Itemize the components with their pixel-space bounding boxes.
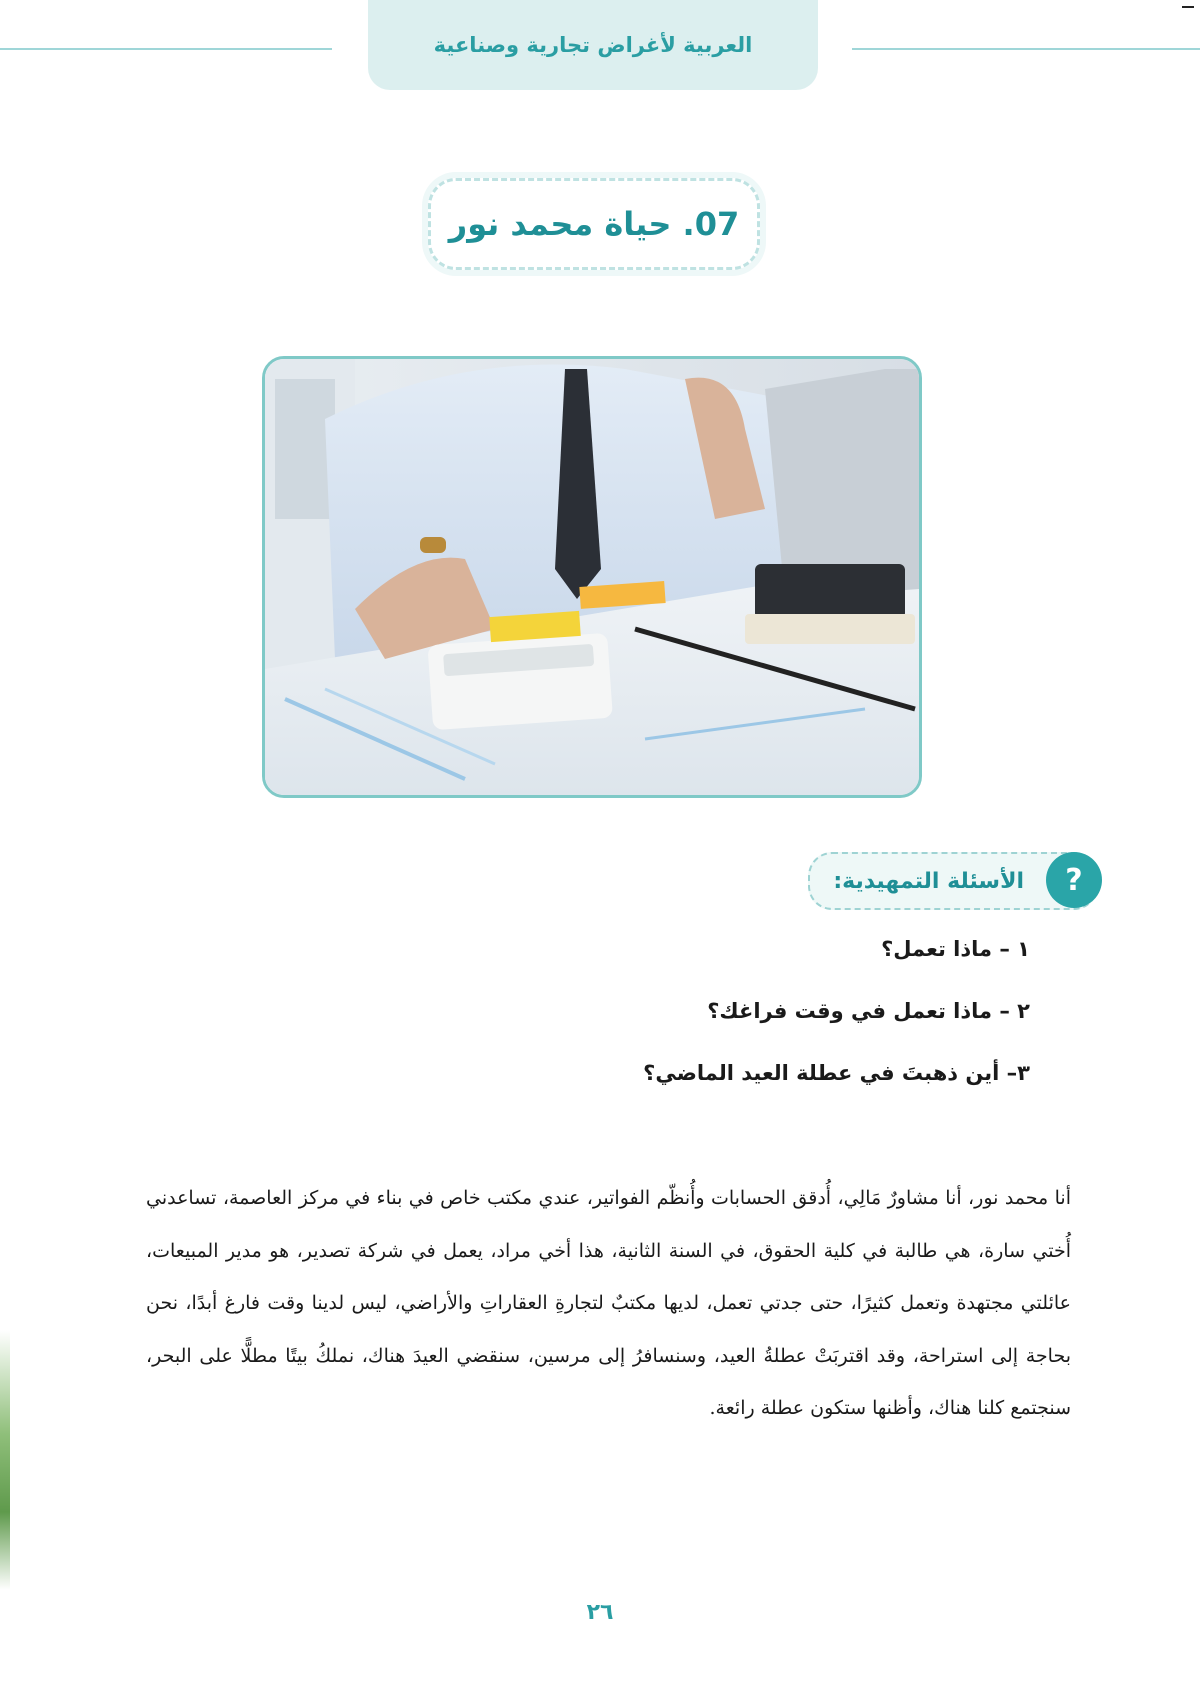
office-accountant-photo <box>262 356 922 798</box>
question-item-3: ٣– أين ذهبتَ في عطلة العيد الماضي؟ <box>643 1061 1030 1085</box>
chapter-title: 07. حياة محمد نور <box>448 205 740 243</box>
book-title-tab <box>368 0 818 90</box>
question-mark-icon: ? <box>1046 852 1102 908</box>
page-edge-decoration <box>0 1330 10 1590</box>
questions-label-text: الأسئلة التمهيدية: <box>833 868 1024 894</box>
header-rule-left <box>0 48 332 50</box>
questions-list <box>390 937 1030 1123</box>
chapter-title-box <box>428 178 760 270</box>
header-rule-right <box>852 48 1200 50</box>
photo-illustration <box>265 359 919 795</box>
question-item-2: ٢ – ماذا تعمل في وقت فراغك؟ <box>707 999 1030 1023</box>
question-item-1: ١ – ماذا تعمل؟ <box>881 937 1030 961</box>
corner-mark <box>1182 6 1194 8</box>
reading-paragraph: أنا محمد نور، أنا مشاورٌ مَالِي، أُدقق الحسابات وأُنظّم الفواتير، عندي مكتب خاص في بناء في مركز العاصمة، تساعدني أُختي سارة، هي طالبة في كلية الحقوق، في السنة الثانية، هذا أخي مراد، يعمل في شركة تصدير، هو مدير المبيعات، عائلتي مجتهدة وتعمل كثيرًا، حتى جدتي تعمل، لديها مكتبٌ لتجارةِ العقاراتِ والأراضي، ليس لدينا وقت فارغ أبدًا، نحن بحاجة إلى استراحة، وقد اقتربَتْ عطلةُ العيد، وسنسافرُ إلى مرسين، سنقضي العيدَ هناك، نملكُ بيتًا مطلًّا على البحر، سنجتمع كلنا هناك، وأظنها ستكون عطلة رائعة. <box>146 1187 1071 1419</box>
book-title: العربية لأغراض تجارية وصناعية <box>433 33 753 57</box>
page-number: ٢٦ <box>586 1600 614 1625</box>
